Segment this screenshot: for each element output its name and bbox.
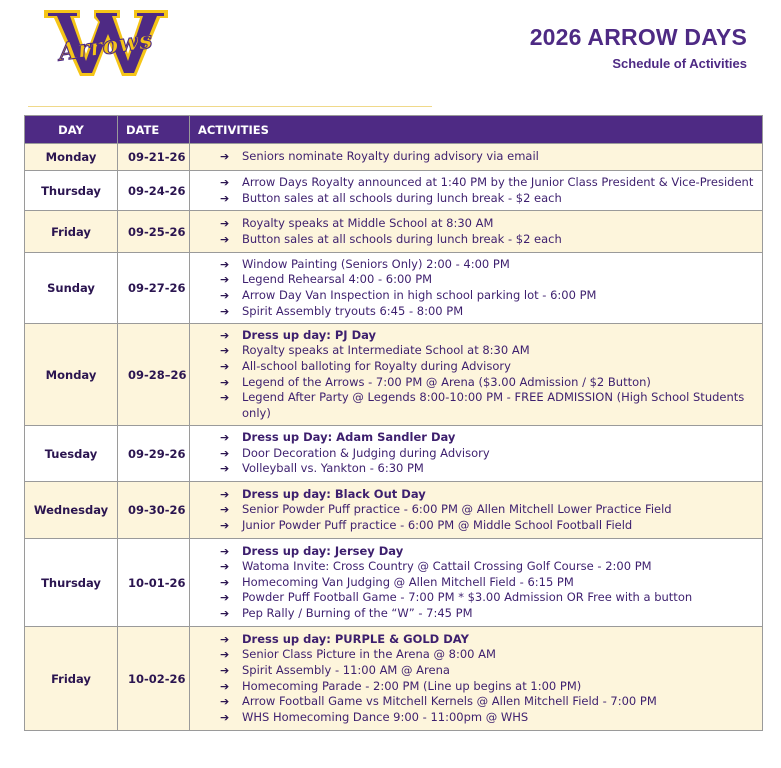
activity-text: Dress up Day: Adam Sandler Day xyxy=(242,430,456,445)
arrow-bullet-icon: ➔ xyxy=(220,375,230,389)
activity-list xyxy=(220,487,754,534)
activity-item xyxy=(220,446,754,462)
activity-text: Dress up day: PURPLE & GOLD DAY xyxy=(242,631,469,646)
activity-item xyxy=(220,257,754,273)
activity-text: Dress up day: Black Out Day xyxy=(242,486,426,501)
activity-text: Arrow Football Game vs Mitchell Kernels @ Allen Mitchell Field - 7:00 PM xyxy=(242,694,657,709)
arrow-bullet-icon: ➔ xyxy=(220,431,230,445)
activity-item xyxy=(220,647,754,663)
day-cell: Thursday xyxy=(25,539,118,627)
header-date: DATE xyxy=(118,116,190,144)
activity-item xyxy=(220,359,754,375)
arrow-bullet-icon: ➔ xyxy=(220,462,230,476)
activity-text: Royalty speaks at Intermediate School at 8:30 AM xyxy=(242,343,530,358)
arrow-bullet-icon: ➔ xyxy=(220,328,230,342)
table-row xyxy=(25,426,763,482)
arrow-bullet-icon: ➔ xyxy=(220,591,230,605)
table-header-row xyxy=(25,116,763,144)
activity-list xyxy=(220,632,754,726)
activity-item xyxy=(220,679,754,695)
activity-text: Royalty speaks at Middle School at 8:30 AM xyxy=(242,215,494,230)
schedule-table xyxy=(24,115,763,731)
activities-cell xyxy=(190,482,763,539)
activity-text: Legend After Party @ Legends 8:00-10:00 PM - FREE ADMISSION (High School Students only) xyxy=(242,390,745,420)
activity-item xyxy=(220,390,754,421)
table-row xyxy=(25,482,763,539)
date-cell: 09-21-26 xyxy=(118,144,190,171)
activity-item xyxy=(220,710,754,726)
activity-item xyxy=(220,328,754,344)
activity-item xyxy=(220,487,754,503)
activity-list xyxy=(220,257,754,319)
arrow-bullet-icon: ➔ xyxy=(220,487,230,501)
activity-text: Arrow Days Royalty announced at 1:40 PM by the Junior Class President & Vice-President xyxy=(242,174,754,189)
header-activities: ACTIVITIES xyxy=(190,116,763,144)
activity-item xyxy=(220,544,754,560)
arrow-bullet-icon: ➔ xyxy=(220,175,230,189)
activities-cell xyxy=(190,211,763,253)
day-cell: Wednesday xyxy=(25,482,118,539)
arrow-bullet-icon: ➔ xyxy=(220,191,230,205)
activity-text: Junior Powder Puff practice - 6:00 PM @ Middle School Football Field xyxy=(242,517,633,532)
day-cell: Friday xyxy=(25,627,118,731)
day-cell: Tuesday xyxy=(25,426,118,482)
arrow-bullet-icon: ➔ xyxy=(220,391,230,405)
date-cell: 09-29-26 xyxy=(118,426,190,482)
arrow-bullet-icon: ➔ xyxy=(220,359,230,373)
activity-text: Dress up day: Jersey Day xyxy=(242,543,404,558)
activity-item xyxy=(220,559,754,575)
table-row xyxy=(25,324,763,426)
activity-text: Window Painting (Seniors Only) 2:00 - 4:00 PM xyxy=(242,256,510,271)
activity-item xyxy=(220,518,754,534)
activity-list xyxy=(220,430,754,477)
table-row xyxy=(25,539,763,627)
activity-list xyxy=(220,544,754,622)
activity-item xyxy=(220,461,754,477)
arrow-bullet-icon: ➔ xyxy=(220,679,230,693)
activity-item xyxy=(220,304,754,320)
activity-text: Volleyball vs. Yankton - 6:30 PM xyxy=(242,461,424,476)
activity-text: Legend Rehearsal 4:00 - 6:00 PM xyxy=(242,272,433,287)
activity-list xyxy=(220,149,754,165)
arrow-bullet-icon: ➔ xyxy=(220,232,230,246)
activities-cell xyxy=(190,171,763,211)
table-row xyxy=(25,171,763,211)
activity-item xyxy=(220,575,754,591)
activities-cell xyxy=(190,539,763,627)
arrow-bullet-icon: ➔ xyxy=(220,632,230,646)
activity-text: Button sales at all schools during lunch break - $2 each xyxy=(242,190,562,205)
activity-item xyxy=(220,343,754,359)
activity-item xyxy=(220,694,754,710)
date-cell: 09-30-26 xyxy=(118,482,190,539)
date-cell: 10-01-26 xyxy=(118,539,190,627)
activity-item xyxy=(220,606,754,622)
arrow-bullet-icon: ➔ xyxy=(220,560,230,574)
activity-item xyxy=(220,375,754,391)
activity-text: Pep Rally / Burning of the “W” - 7:45 PM xyxy=(242,605,473,620)
activity-text: Arrow Day Van Inspection in high school parking lot - 6:00 PM xyxy=(242,288,597,302)
activities-cell xyxy=(190,627,763,731)
activity-item xyxy=(220,175,754,191)
activity-item xyxy=(220,430,754,446)
activity-text: Senior Powder Puff practice - 6:00 PM @ Allen Mitchell Lower Practice Field xyxy=(242,502,672,517)
date-cell: 10-02-26 xyxy=(118,627,190,731)
activity-list xyxy=(220,175,754,206)
arrow-bullet-icon: ➔ xyxy=(220,518,230,532)
day-cell: Monday xyxy=(25,324,118,426)
activity-text: Powder Puff Football Game - 7:00 PM * $3.00 Admission OR Free with a button xyxy=(242,590,693,605)
arrow-bullet-icon: ➔ xyxy=(220,446,230,460)
day-cell: Sunday xyxy=(25,253,118,324)
table-row xyxy=(25,144,763,171)
arrow-bullet-icon: ➔ xyxy=(220,257,230,271)
table-row xyxy=(25,253,763,324)
activity-item xyxy=(220,632,754,648)
activity-item xyxy=(220,663,754,679)
activity-text: Door Decoration & Judging during Advisory xyxy=(242,445,490,460)
day-cell: Friday xyxy=(25,211,118,253)
activity-text: Watoma Invite: Cross Country @ Cattail Crossing Golf Course - 2:00 PM xyxy=(242,559,652,574)
arrow-bullet-icon: ➔ xyxy=(220,304,230,318)
arrow-bullet-icon: ➔ xyxy=(220,663,230,677)
date-cell: 09-24-26 xyxy=(118,171,190,211)
activity-text: Homecoming Van Judging @ Allen Mitchell Field - 6:15 PM xyxy=(242,574,574,589)
arrow-bullet-icon: ➔ xyxy=(220,575,230,589)
activities-cell xyxy=(190,144,763,171)
header-day: DAY xyxy=(25,116,118,144)
arrow-bullet-icon: ➔ xyxy=(220,606,230,620)
activity-item xyxy=(220,590,754,606)
arrow-bullet-icon: ➔ xyxy=(220,273,230,287)
date-cell: 09-28–26 xyxy=(118,324,190,426)
arrow-bullet-icon: ➔ xyxy=(220,344,230,358)
activity-item xyxy=(220,232,754,248)
arrows-logo xyxy=(40,6,172,78)
activity-text: Homecoming Parade - 2:00 PM (Line up begins at 1:00 PM) xyxy=(242,678,582,693)
w-arrows-logo-icon xyxy=(40,6,172,78)
day-cell: Thursday xyxy=(25,171,118,211)
page-subtitle: Schedule of Activities xyxy=(612,56,747,71)
logo-script-text: Arrows xyxy=(56,24,154,67)
activities-cell xyxy=(190,426,763,482)
activity-text: Seniors nominate Royalty during advisory via email xyxy=(242,149,539,164)
activity-text: All-school balloting for Royalty during Advisory xyxy=(242,358,511,373)
activity-item xyxy=(220,272,754,288)
activity-text: Senior Class Picture in the Arena @ 8:00 AM xyxy=(242,647,496,662)
activity-text: Spirit Assembly tryouts 6:45 - 8:00 PM xyxy=(242,303,464,318)
date-cell: 09-27-26 xyxy=(118,253,190,324)
activity-text: Spirit Assembly - 11:00 AM @ Arena xyxy=(242,662,450,677)
arrow-bullet-icon: ➔ xyxy=(220,695,230,709)
activity-text: Button sales at all schools during lunch break - $2 each xyxy=(242,231,562,246)
activity-item xyxy=(220,191,754,207)
activity-list xyxy=(220,216,754,247)
arrow-bullet-icon: ➔ xyxy=(220,150,230,164)
arrow-bullet-icon: ➔ xyxy=(220,710,230,724)
activity-text: Legend of the Arrows - 7:00 PM @ Arena ($3.00 Admission / $2 Button) xyxy=(242,374,651,389)
header-divider xyxy=(28,106,432,107)
arrow-bullet-icon: ➔ xyxy=(220,503,230,517)
day-cell: Monday xyxy=(25,144,118,171)
activity-text: WHS Homecoming Dance 9:00 - 11:00pm @ WHS xyxy=(242,709,529,724)
activity-item xyxy=(220,502,754,518)
activity-text: Dress up day: PJ Day xyxy=(242,327,377,342)
arrow-bullet-icon: ➔ xyxy=(220,544,230,558)
arrow-bullet-icon: ➔ xyxy=(220,216,230,230)
activities-cell xyxy=(190,324,763,426)
arrow-bullet-icon: ➔ xyxy=(220,648,230,662)
arrow-bullet-icon: ➔ xyxy=(220,289,230,302)
date-cell: 09-25-26 xyxy=(118,211,190,253)
activity-item xyxy=(220,216,754,232)
activity-list xyxy=(220,328,754,422)
table-row xyxy=(25,211,763,253)
table-row xyxy=(25,627,763,731)
activity-item xyxy=(220,149,754,165)
activities-cell xyxy=(190,253,763,324)
activity-item xyxy=(220,288,754,304)
page-title: 2026 ARROW DAYS xyxy=(529,24,747,50)
